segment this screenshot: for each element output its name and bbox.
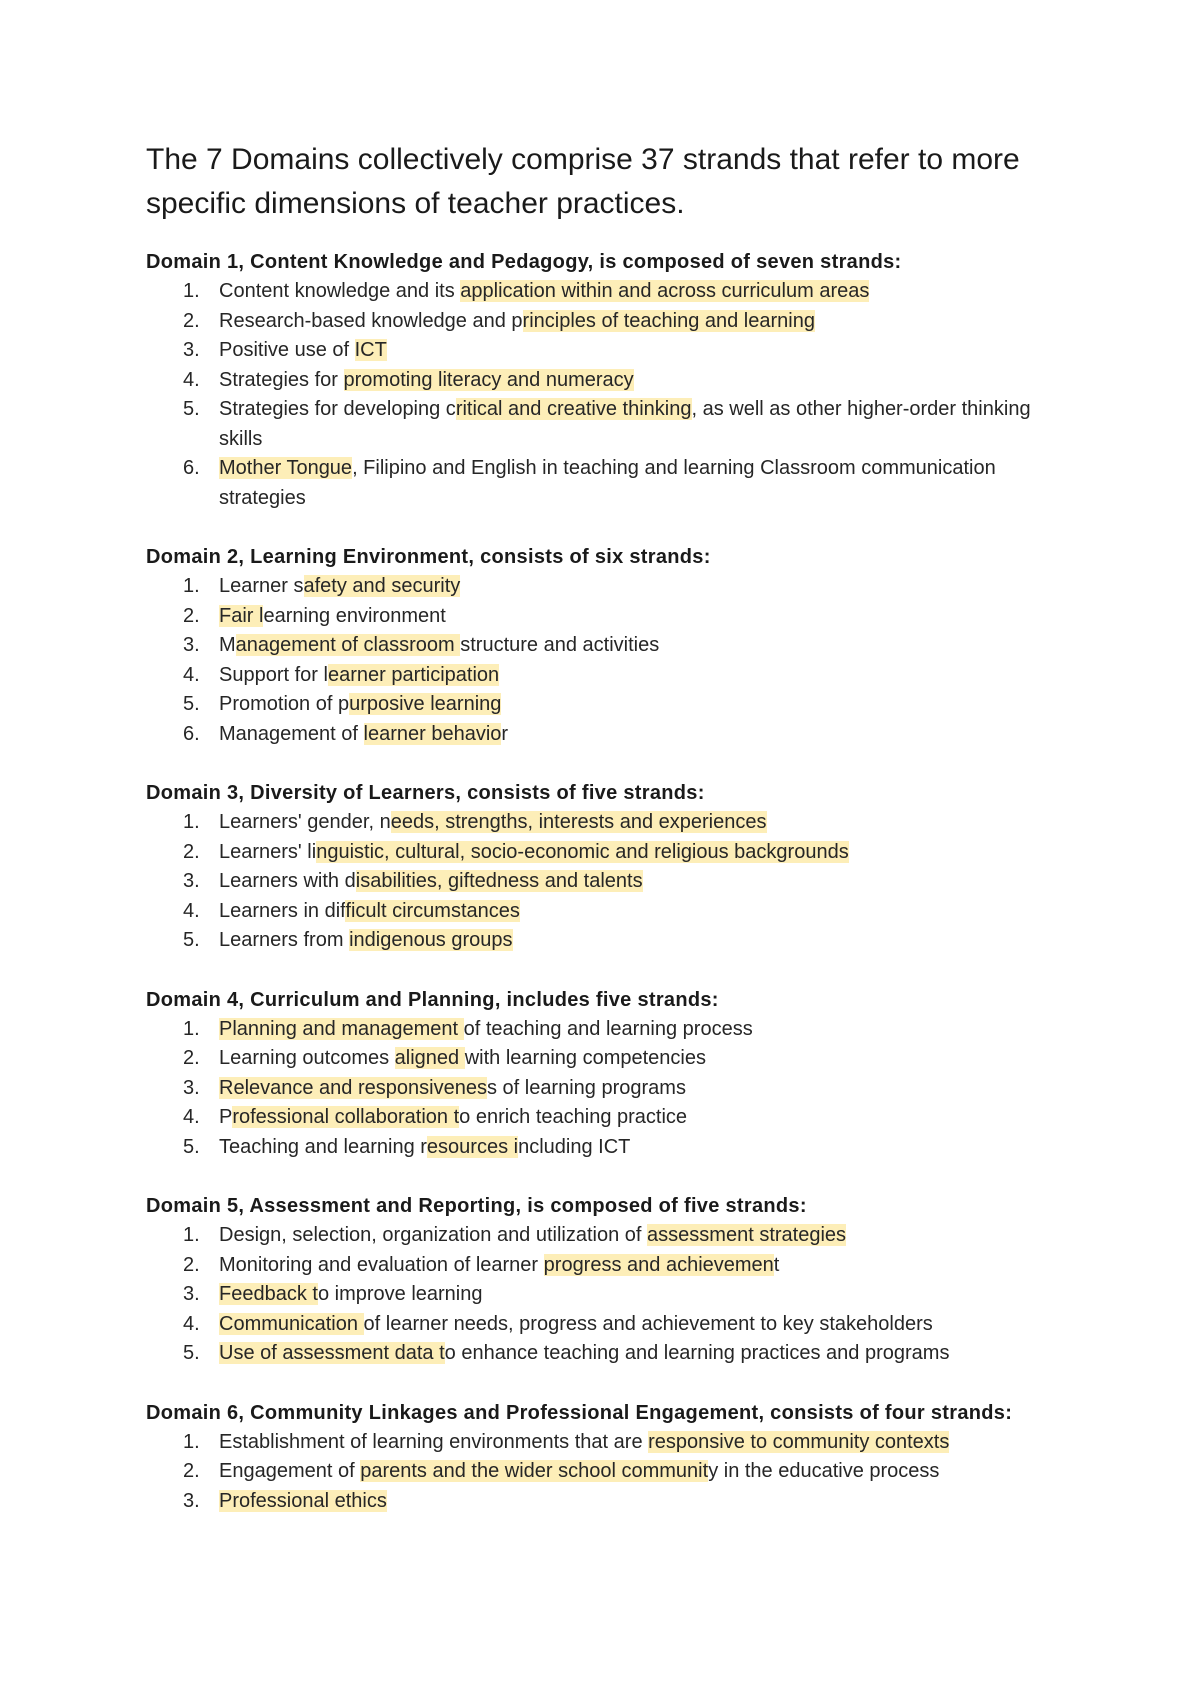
strand-highlight: Relevance and responsivenes	[219, 1076, 487, 1099]
strand-text: Promotion of p	[219, 693, 350, 715]
strand-highlight: Professional ethics	[219, 1489, 387, 1512]
strand-item	[146, 838, 1076, 868]
strand-highlight: ICT	[354, 339, 387, 361]
strand-text: Learning outcomes	[219, 1047, 395, 1069]
strand-item	[146, 395, 1076, 454]
strand-highlight: progress and achievemen	[543, 1253, 774, 1276]
strand-text: Learners' gender, n	[219, 811, 391, 833]
strand-number: 3.	[183, 1489, 200, 1512]
strand-number: 5.	[183, 1342, 200, 1364]
strand-list	[146, 1015, 1076, 1163]
strand-number: 4.	[183, 663, 200, 686]
strand-item	[146, 720, 1076, 750]
strand-highlight: learner behavio	[363, 722, 502, 745]
strand-text: Teaching and learning r	[219, 1135, 427, 1158]
strand-highlight: isabilities, giftedness and talents	[355, 870, 643, 892]
strand-number: 6.	[183, 457, 200, 479]
strand-highlight: urposive learning	[349, 693, 502, 715]
strand-text: P	[219, 1106, 233, 1128]
strand-text: Strategies for	[219, 368, 344, 391]
strand-text: M	[219, 634, 236, 656]
strand-list	[146, 277, 1076, 513]
domain-heading: Domain 5, Assessment and Reporting, is composed of five strands:	[146, 1195, 807, 1217]
strand-number: 2.	[183, 1460, 200, 1482]
strand-item	[146, 661, 1076, 691]
strand-list	[146, 1221, 1076, 1369]
strand-list	[146, 1428, 1076, 1517]
strand-text: Support for l	[219, 663, 328, 686]
strand-number: 4.	[183, 368, 200, 391]
strand-item	[146, 1074, 1076, 1104]
strand-number: 2.	[183, 604, 200, 627]
strand-text: r	[501, 722, 509, 745]
strand-number: 1.	[183, 280, 200, 302]
strand-text: t	[773, 1253, 780, 1276]
strand-text: with learning competencies	[464, 1047, 706, 1069]
strand-highlight: ritical and creative thinking	[455, 398, 692, 420]
strand-text: structure and activities	[460, 634, 660, 656]
strand-text: Research-based knowledge and p	[219, 309, 523, 332]
strand-highlight: rinciples of teaching and learning	[522, 309, 815, 332]
strand-text: Monitoring and evaluation of learner	[219, 1253, 544, 1276]
strand-text: o enhance teaching and learning practices and programs	[444, 1342, 950, 1364]
strand-text: of teaching and learning process	[463, 1017, 753, 1040]
strand-number: 3.	[183, 1076, 200, 1099]
strand-number: 5.	[183, 693, 200, 715]
strand-text: o enrich teaching practice	[459, 1106, 688, 1128]
strand-number: 2.	[183, 1253, 200, 1276]
strand-item	[146, 277, 1076, 307]
strand-list	[146, 572, 1076, 749]
strand-highlight: afety and security	[303, 575, 461, 597]
strand-item	[146, 897, 1076, 927]
domain-heading: Domain 1, Content Knowledge and Pedagogy, is composed of seven strands:	[146, 251, 902, 273]
domain-heading: Domain 2, Learning Environment, consists of six strands:	[146, 546, 711, 568]
strand-text: Learner s	[219, 575, 304, 597]
strand-number: 1.	[183, 811, 200, 833]
strand-item	[146, 1428, 1076, 1458]
strand-item	[146, 1015, 1076, 1045]
strand-highlight: indigenous groups	[349, 929, 513, 951]
strand-number: 3.	[183, 634, 200, 656]
domains-list	[146, 248, 1076, 1516]
strand-number: 5.	[183, 398, 200, 420]
strand-item	[146, 1103, 1076, 1133]
domain-heading: Domain 4, Curriculum and Planning, includes five strands:	[146, 988, 719, 1011]
strand-text: y in the educative process	[708, 1460, 940, 1482]
strand-highlight: aligned	[394, 1047, 465, 1069]
strand-text: of learner needs, progress and achievement to key stakeholders	[363, 1312, 933, 1335]
strand-text: Learners from	[219, 929, 350, 951]
strand-item	[146, 926, 1076, 956]
strand-number: 3.	[183, 339, 200, 361]
strand-highlight: Planning and management	[219, 1017, 464, 1040]
strand-number: 5.	[183, 1135, 200, 1158]
strand-item	[146, 1339, 1076, 1369]
strand-highlight: parents and the wider school communit	[360, 1460, 709, 1482]
strand-item	[146, 572, 1076, 602]
strand-text: Strategies for developing c	[219, 398, 456, 420]
strand-number: 4.	[183, 1106, 200, 1128]
strand-item	[146, 1280, 1076, 1310]
strand-item	[146, 454, 1076, 513]
strand-highlight: nguistic, cultural, socio-economic and religious backgrounds	[316, 840, 849, 863]
strand-item	[146, 1044, 1076, 1074]
strand-item	[146, 366, 1076, 396]
domain-section	[146, 986, 1076, 1163]
domain-section	[146, 543, 1076, 749]
strand-text: o improve learning	[317, 1283, 483, 1305]
strand-text: Positive use of	[219, 339, 355, 361]
strand-highlight: Feedback t	[219, 1283, 318, 1305]
strand-item	[146, 631, 1076, 661]
strand-highlight: anagement of classroom	[235, 634, 461, 656]
strand-item	[146, 602, 1076, 632]
strand-highlight: assessment strategies	[647, 1224, 847, 1246]
strand-highlight: eeds, strengths, interests and experiences	[390, 811, 767, 833]
strand-number: 4.	[183, 1312, 200, 1335]
document-title: The 7 Domains collectively comprise 37 strands that refer to more specific dimensions of teacher practices.	[146, 143, 1020, 220]
strand-text: Learners in dif	[219, 899, 346, 922]
domain-section	[146, 1399, 1076, 1517]
strand-number: 2.	[183, 1047, 200, 1069]
strand-highlight: Communication	[219, 1312, 364, 1335]
strand-item	[146, 336, 1076, 366]
strand-number: 2.	[183, 309, 200, 332]
strand-number: 1.	[183, 1430, 200, 1453]
domain-section	[146, 779, 1076, 956]
strand-item	[146, 867, 1076, 897]
strand-text: Engagement of	[219, 1460, 361, 1482]
domain-heading: Domain 3, Diversity of Learners, consists of five strands:	[146, 782, 705, 804]
strand-number: 5.	[183, 929, 200, 951]
strand-text: Management of	[219, 722, 364, 745]
domain-heading: Domain 6, Community Linkages and Professional Engagement, consists of four strands:	[146, 1401, 1013, 1424]
document-page	[146, 138, 1076, 1546]
strand-number: 3.	[183, 1283, 200, 1305]
strand-text: , as well as other higher-order thinking skills	[219, 398, 1031, 450]
domain-section	[146, 248, 1076, 513]
strand-text: Design, selection, organization and utilization of	[219, 1224, 648, 1246]
strand-highlight: promoting literacy and numeracy	[343, 368, 634, 391]
strand-highlight: Use of assessment data t	[219, 1342, 445, 1364]
strand-highlight: rofessional collaboration t	[232, 1106, 460, 1128]
strand-number: 6.	[183, 722, 200, 745]
strand-number: 1.	[183, 1017, 200, 1040]
strand-text: Learners with d	[219, 870, 356, 892]
strand-item	[146, 1221, 1076, 1251]
strand-highlight: earner participation	[327, 663, 500, 686]
strand-item	[146, 808, 1076, 838]
strand-item	[146, 1310, 1076, 1340]
domain-section	[146, 1192, 1076, 1369]
strand-highlight: Mother Tongue	[219, 457, 353, 479]
strand-item	[146, 1133, 1076, 1163]
strand-number: 1.	[183, 1224, 200, 1246]
strand-number: 4.	[183, 899, 200, 922]
strand-text: Content knowledge and its	[219, 280, 461, 302]
strand-text: ncluding ICT	[518, 1135, 631, 1158]
strand-highlight: ficult circumstances	[345, 899, 520, 922]
strand-highlight: esources i	[426, 1135, 519, 1158]
strand-item	[146, 1457, 1076, 1487]
strand-text: s of learning programs	[486, 1076, 686, 1099]
strand-number: 2.	[183, 840, 200, 863]
strand-list	[146, 808, 1076, 956]
strand-text: Learners' li	[219, 840, 317, 863]
strand-text: , Filipino and English in teaching and learning Classroom communication strategies	[219, 457, 996, 509]
strand-number: 1.	[183, 575, 200, 597]
strand-item	[146, 1487, 1076, 1517]
strand-highlight: responsive to community contexts	[648, 1430, 950, 1453]
strand-text: earning environment	[263, 604, 446, 627]
strand-highlight: Fair l	[219, 604, 264, 627]
strand-item	[146, 1251, 1076, 1281]
strand-item	[146, 307, 1076, 337]
strand-item	[146, 690, 1076, 720]
strand-highlight: application within and across curriculum areas	[460, 280, 870, 302]
strand-number: 3.	[183, 870, 200, 892]
strand-text: Establishment of learning environments that are	[219, 1430, 649, 1453]
